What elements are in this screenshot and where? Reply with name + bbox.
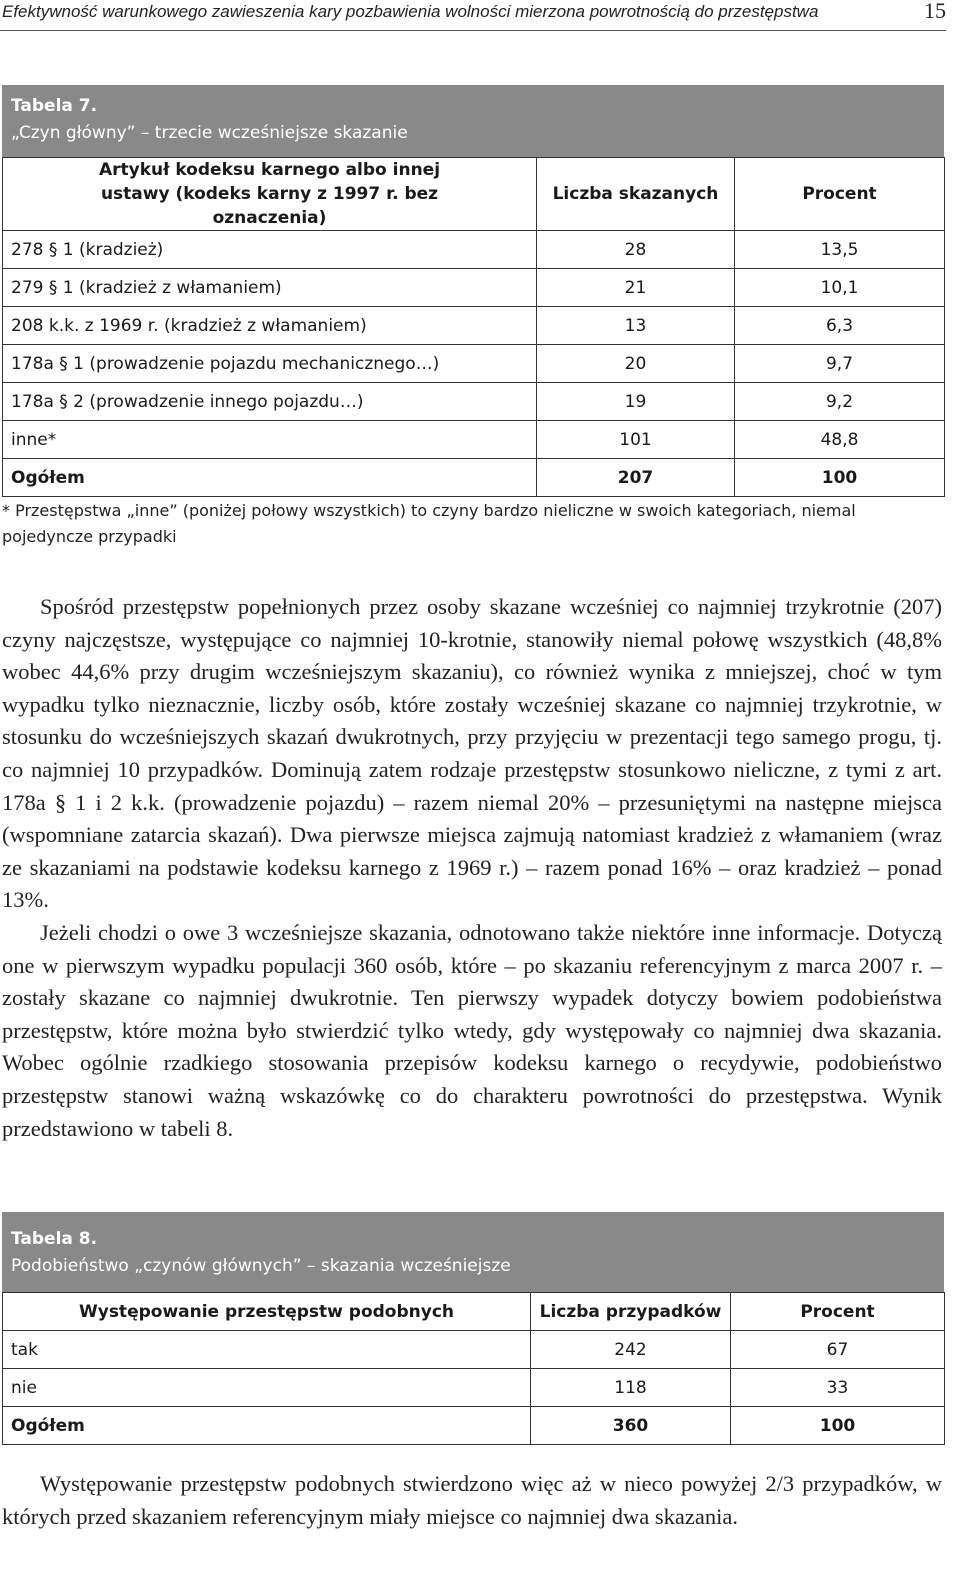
table8-label: Tabela 8. [11, 1229, 98, 1249]
table8-cell-percent: 33 [731, 1369, 945, 1407]
table7-total-count: 207 [537, 459, 735, 497]
table-row [3, 1331, 945, 1369]
table7-cell-article: 279 § 1 (kradzież z włamaniem) [3, 269, 537, 307]
table7-cell-percent: 10,1 [735, 269, 945, 307]
table8-total-row [3, 1407, 945, 1445]
table7-caption [2, 85, 944, 157]
table8-header-occurrence: Występowanie przestępstw podobnych [3, 1293, 531, 1331]
table-row [3, 269, 945, 307]
table-row [3, 1369, 945, 1407]
table7-cell-percent: 9,2 [735, 383, 945, 421]
paragraph: Spośród przestępstw popełnionych przez osoby skazane wcześniej co najmniej trzykrotnie (207) czyny najczęstsze, występujące co najmniej 10-krotnie, stanowiły niemal połowę wszystkich (48,8% wobec 44,6% przy drugim wcześniejszym skazaniu), co również wynika z mniejszej, choć w tym wypadku tylko nieznacznie, liczby osób, które zostały wcześniej skazane co najmniej trzykrotnie, w stosunku do wcześniejszych skazań dwukrotnych, przy przyjęciu w prezentacji tego samego progu, tj. co najmniej 10 przypadków. Dominują zatem rodzaje przestępstw stosunkowo nieliczne, z tymi z art. 178a § 1 i 2 k.k. (prowadzenie pojazdu) – razem niemal 20% – przesuniętymi na następne miejsca (wspomniane zatarcia skazań). Dwa pierwsze miejsca zajmują natomiast kradzież z włamaniem (wraz ze skazaniami na podstawie kodeksu karnego z 1969 r.) – razem ponad 16% – oraz kradzież – ponad 13%. [2, 594, 942, 913]
table7-label: Tabela 7. [11, 96, 98, 116]
table8-title: Podobieństwo „czynów głównych” – skazania wcześniejsze [11, 1256, 511, 1276]
table7-header-row [3, 158, 945, 231]
table7-header-count: Liczba skazanych [537, 158, 735, 231]
table7 [2, 157, 945, 497]
table7-header-percent: Procent [735, 158, 945, 231]
running-header [0, 0, 946, 31]
running-header-title: Efektywność warunkowego zawieszenia kary pozbawienia wolności mierzona powrotnością do przestępstwa [2, 2, 819, 21]
table7-cell-count: 21 [537, 269, 735, 307]
table7-cell-percent: 13,5 [735, 231, 945, 269]
table8-cell-count: 242 [531, 1331, 731, 1369]
table7-total-label: Ogółem [3, 459, 537, 497]
table7-cell-percent: 6,3 [735, 307, 945, 345]
table7-cell-count: 28 [537, 231, 735, 269]
table-row [3, 383, 945, 421]
table8-header-row [3, 1293, 945, 1331]
table8-total-label: Ogółem [3, 1407, 531, 1445]
table8-caption [2, 1212, 944, 1292]
table7-cell-article: 208 k.k. z 1969 r. (kradzież z włamaniem) [3, 307, 537, 345]
table7-cell-count: 20 [537, 345, 735, 383]
table7-cell-article: 178a § 1 (prowadzenie pojazdu mechanicznego…) [3, 345, 537, 383]
table8-cell-occurrence: nie [3, 1369, 531, 1407]
table-row [3, 231, 945, 269]
paragraph: Jeżeli chodzi o owe 3 wcześniejsze skazania, odnotowano także niektóre inne informacje. Dotyczą one w pierwszym wypadku populacji 360 osób, które – po skazaniu referencyjnym z marca 2007 r. – zostały skazane co najmniej dwukrotnie. Ten pierwszy wypadek dotyczy bowiem podobieństwa przestępstw, które można było stwierdzić tylko wtedy, gdy występowały co najmniej dwa skazania. Wobec ogólnie rzadkiego stosowania przepisów kodeksu karnego o recydywie, podobieństwo przestępstw stanowi ważną wskazówkę co do charakteru powrotności do przestępstwa. Wynik przedstawiono w tabeli 8. [2, 919, 942, 1141]
body-text-1 [2, 591, 942, 1145]
paragraph: Występowanie przestępstw podobnych stwierdzono więc aż w nieco powyżej 2/3 przypadków, w których przed skazaniem referencyjnym miały miejsce co najmniej dwa skazania. [2, 1471, 942, 1529]
body-text-2 [2, 1468, 942, 1533]
table8-cell-count: 118 [531, 1369, 731, 1407]
table7-title: „Czyn główny” – trzecie wcześniejsze skazanie [11, 123, 408, 143]
table7-cell-article: 178a § 2 (prowadzenie innego pojazdu…) [3, 383, 537, 421]
table7-cell-count: 101 [537, 421, 735, 459]
table7-cell-count: 13 [537, 307, 735, 345]
table7-header-article: Artykuł kodeksu karnego albo innej ustawy (kodeks karny z 1997 r. bez oznaczenia) [3, 158, 537, 231]
table7-footnote: * Przestępstwa „inne” (poniżej połowy wszystkich) to czyny bardzo nieliczne w swoich kategoriach, niemal pojedyncze przypadki [2, 501, 856, 546]
table8 [2, 1292, 945, 1445]
table8-total-percent: 100 [731, 1407, 945, 1445]
table-row [3, 345, 945, 383]
table8-total-count: 360 [531, 1407, 731, 1445]
table8-cell-occurrence: tak [3, 1331, 531, 1369]
table7-total-percent: 100 [735, 459, 945, 497]
table7-cell-article: inne* [3, 421, 537, 459]
table7-cell-percent: 48,8 [735, 421, 945, 459]
table8-header-count: Liczba przypadków [531, 1293, 731, 1331]
page-number: 15 [924, 0, 946, 23]
table7-cell-percent: 9,7 [735, 345, 945, 383]
table-row [3, 421, 945, 459]
table7-cell-count: 19 [537, 383, 735, 421]
table8-cell-percent: 67 [731, 1331, 945, 1369]
table-row [3, 307, 945, 345]
table8-header-percent: Procent [731, 1293, 945, 1331]
table7-total-row [3, 459, 945, 497]
table7-cell-article: 278 § 1 (kradzież) [3, 231, 537, 269]
